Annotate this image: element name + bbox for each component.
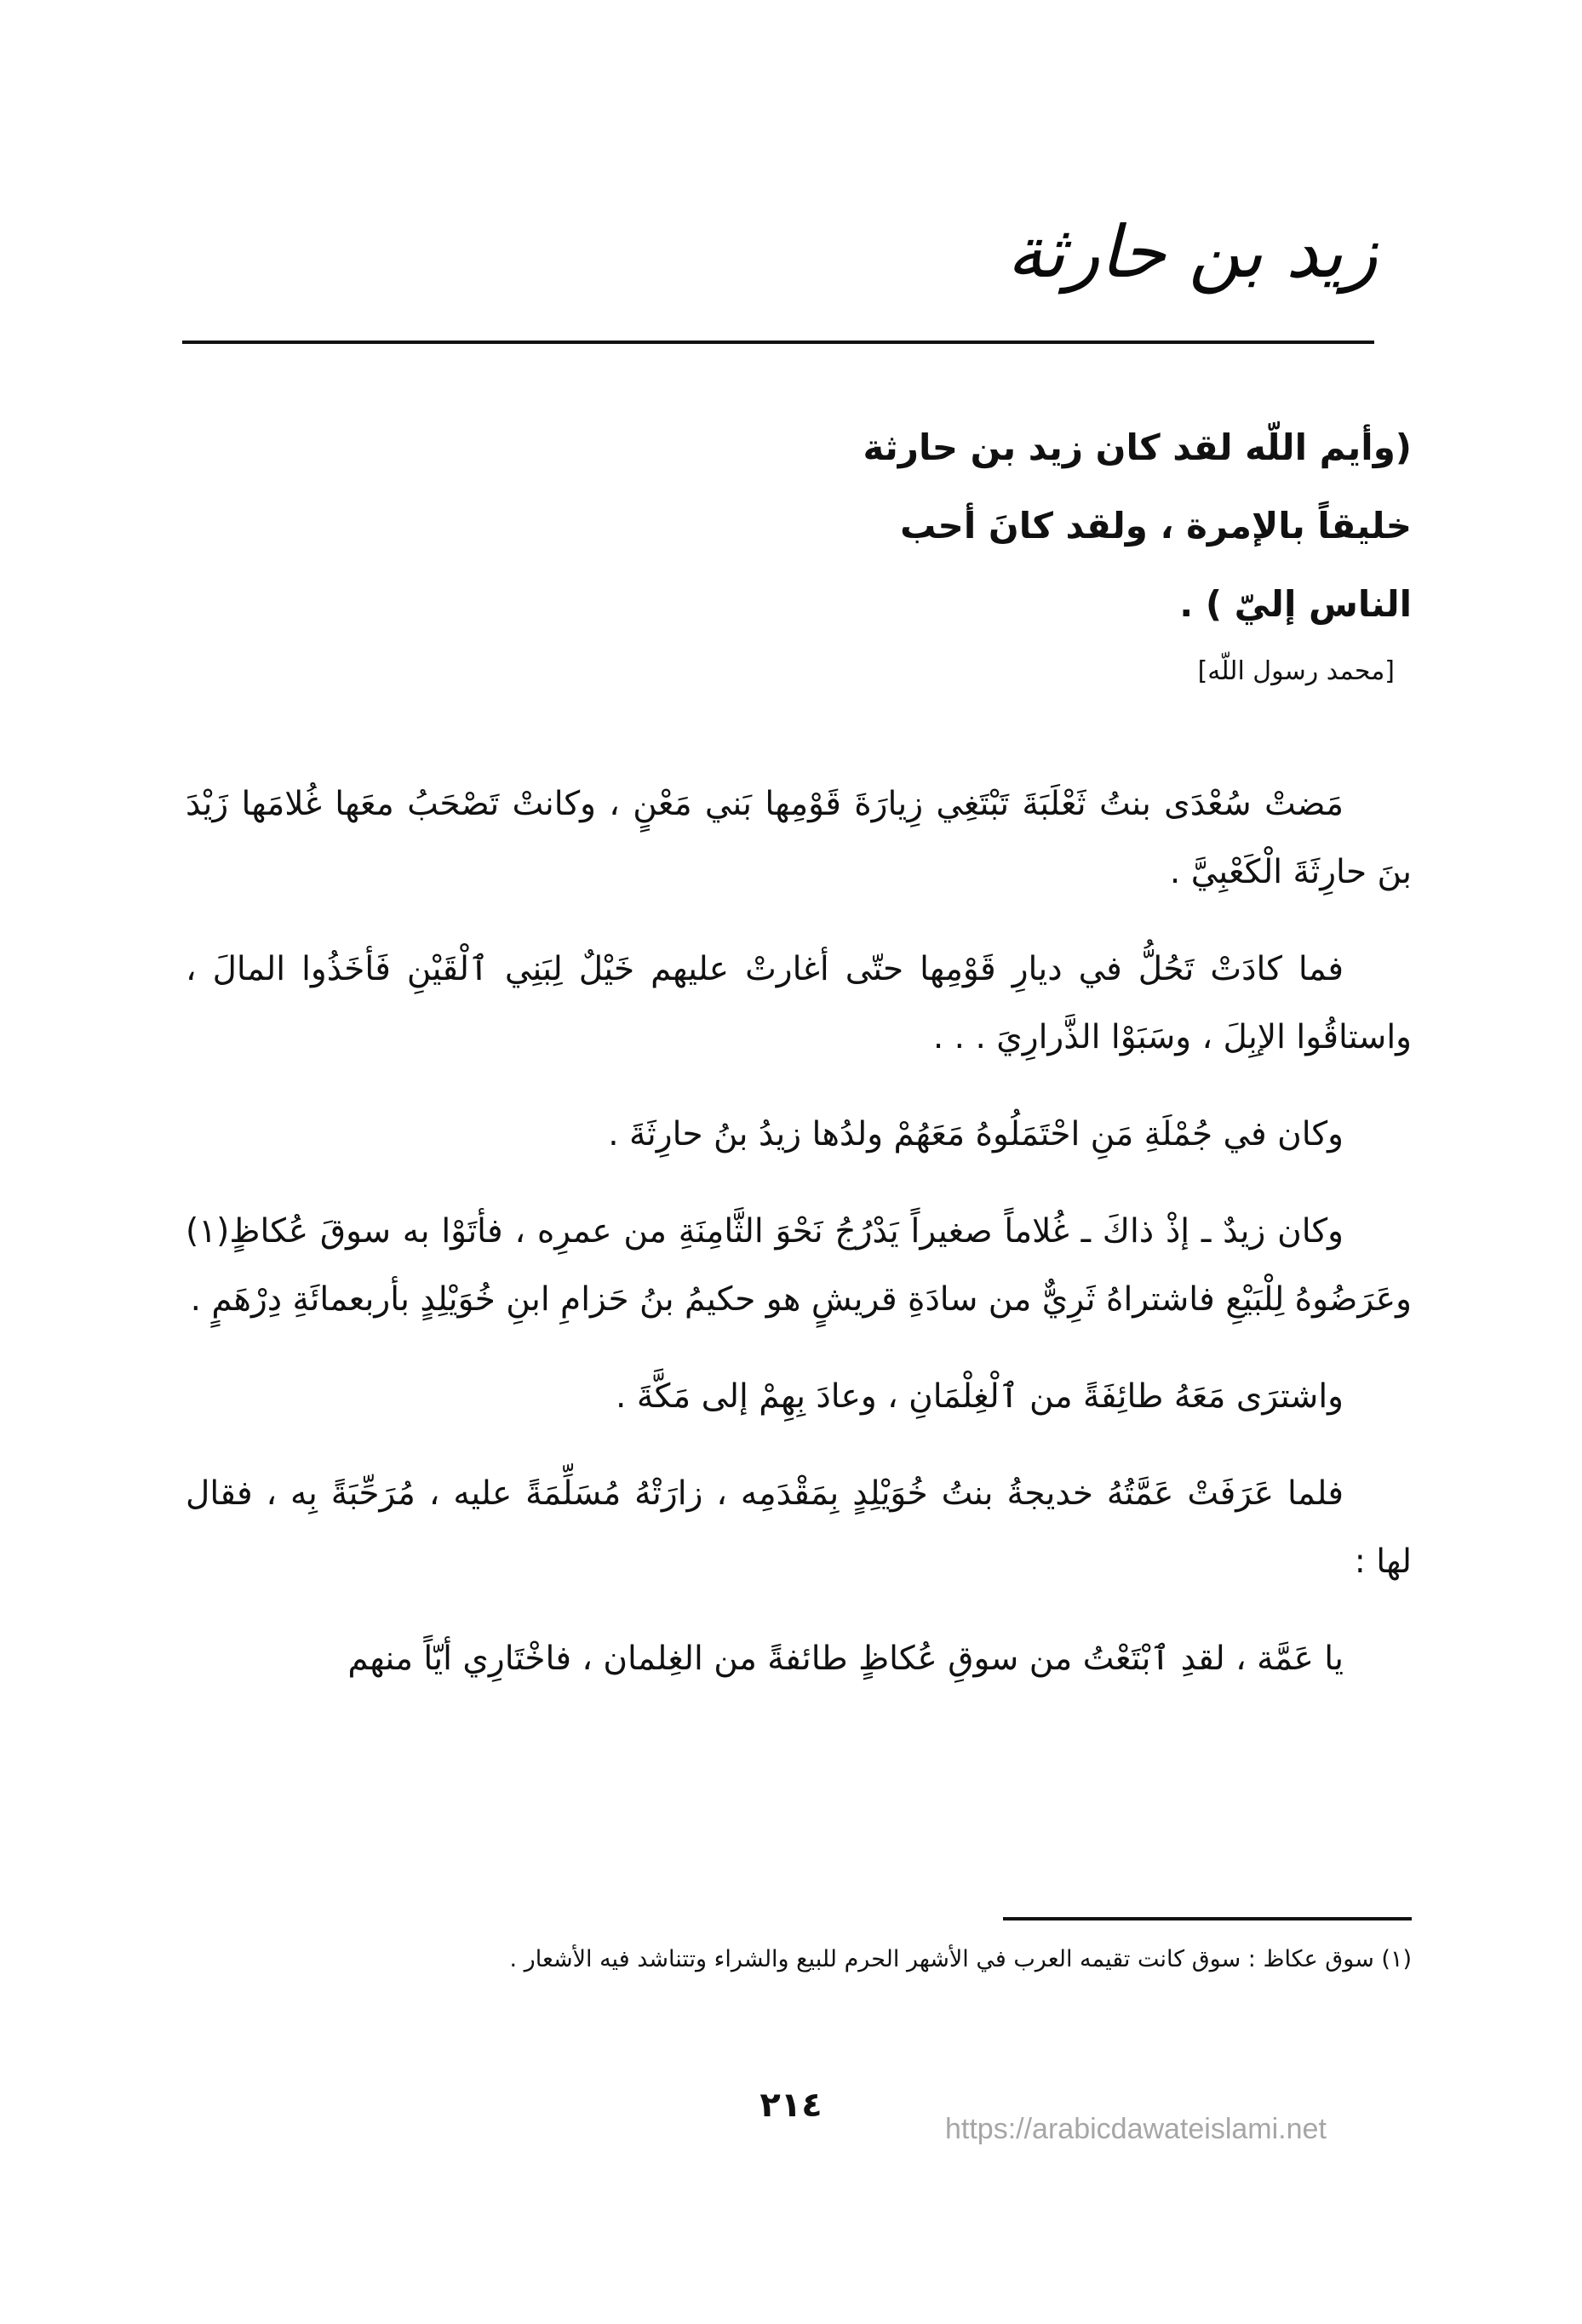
epigraph-source: [محمد رسول اللّه] — [1197, 656, 1395, 686]
title-divider — [182, 341, 1374, 344]
footnote-divider — [1003, 1917, 1412, 1920]
epigraph-line: (وأيم اللّه لقد كان زيد بن حارثة — [863, 426, 1412, 468]
paragraph: مَضتْ سُعْدَى بنتُ ثَعْلَبَةَ تَبْتَغِي زِيارَةَ قَوْمِها بَني مَعْنٍ ، وكانتْ تَصْحَبُ معَها غُلامَها زَيْدَ بنَ حارِثَةَ الْكَعْبِيَّ . — [186, 785, 1412, 891]
body-text — [186, 770, 1412, 1722]
paragraph: فلما عَرَفَتْ عَمَّتُهُ خديجةُ بنتُ خُوَيْلِدٍ بِمَقْدَمِه ، زارَتْهُ مُسَلِّمَةً عليه ، مُرَحِّبَةً بِه ، فقال لها : — [186, 1474, 1412, 1581]
epigraph — [863, 409, 1412, 693]
paragraph: فما كادَتْ تَحُلُّ في ديارِ قَوْمِها حتّى أغارتْ عليهم خَيْلٌ لِبَنِي ٱلْقَيْنِ فَأخَذُوا المالَ ، واستاقُوا الإبِلَ ، وسَبَوْا الذَّرارِيَ . . . — [186, 950, 1412, 1056]
epigraph-line: خليقاً بالإمرة ، ولقد كانَ أحب — [900, 505, 1412, 547]
paragraph: يا عَمَّة ، لقدِ ٱبْتَعْتُ من سوقِ عُكاظٍ طائفةً من الغِلمان ، فاخْتَارِي أيّاً منهم — [347, 1640, 1344, 1678]
paragraph: وكان في جُمْلَةِ مَنِ احْتَمَلُوهُ مَعَهُمْ ولدُها زيدُ بنُ حارِثَةَ . — [608, 1115, 1344, 1153]
page-number: ٢١٤ — [759, 2086, 823, 2125]
paragraph: وكان زيدٌ ـ إذْ ذاكَ ـ غُلاماً صغيراً يَدْرُجُ نَحْوَ الثَّامِنَةِ من عمرِه ، فأتَوْا به سوقَ عُكاظٍ(١) وعَرَضُوهُ لِلْبَيْعِ فاشتراهُ ثَرِيٌّ من سادَةِ قريشٍ هو حكيمُ بنُ حَزامِ ابنِ خُوَيْلِدٍ بأربعمائَةِ دِرْهَمٍ . — [186, 1212, 1412, 1319]
footnote: (١) سوق عكاظ : سوق كانت تقيمه العرب في الأشهر الحرم للبيع والشراء وتتناشد فيه الأشعار . — [509, 1946, 1412, 1972]
epigraph-line: الناس إليّ ) . — [1179, 583, 1412, 625]
chapter-title: زيد بن حارثة — [1006, 210, 1378, 294]
paragraph: واشترَى مَعَهُ طائِفَةً من ٱلْغِلْمَانِ ، وعادَ بِهِمْ إلى مَكَّةَ . — [616, 1377, 1344, 1416]
watermark-url: https://arabicdawateislami.net — [945, 2113, 1327, 2145]
